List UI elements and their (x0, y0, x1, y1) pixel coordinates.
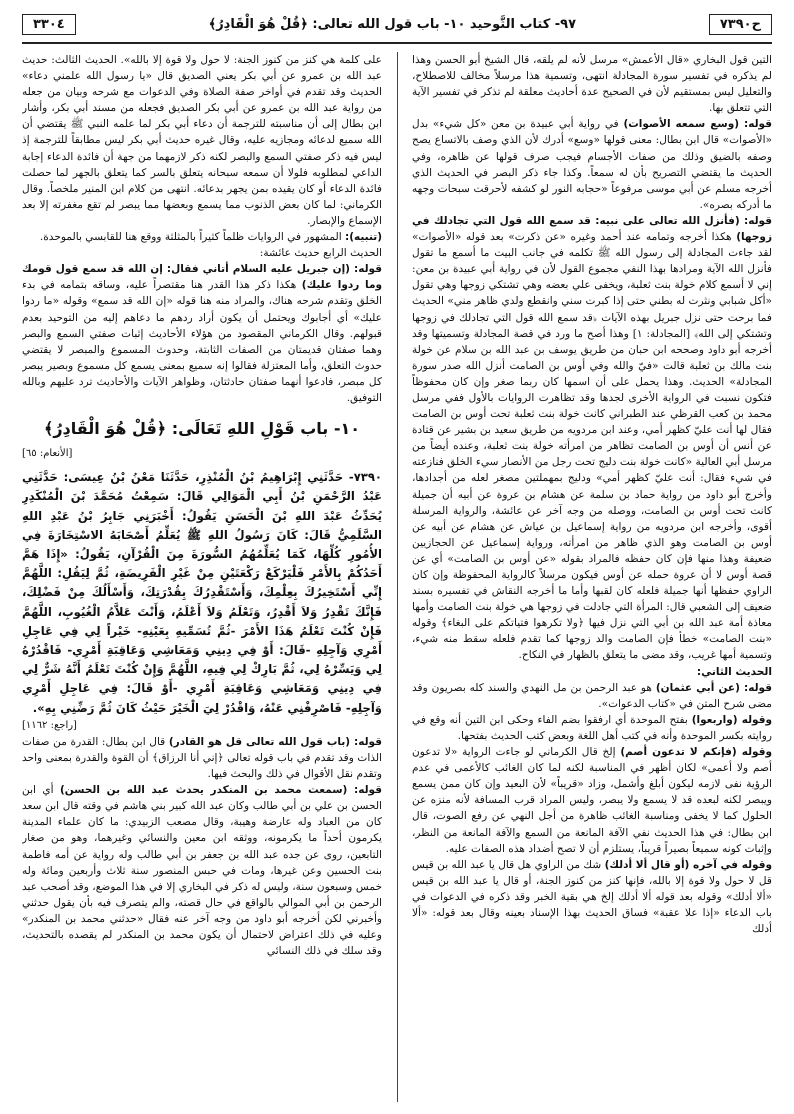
header-rule (22, 42, 772, 44)
verse-reference: [الأنعام: ٦٥] (22, 448, 73, 460)
paragraph-body: هو عبد الرحمن بن مل النهدي والسند كله بصريون وقد مضى شرح المتن في «كتاب الدعوات». (412, 681, 772, 710)
commentary-paragraph (412, 213, 772, 664)
page-number-box: ٣٣٠٤ (22, 14, 76, 35)
commentary-paragraph: التين قول البخاري «قال الأعمش» مرسل لأنه لم يلقه، قال الشيخ أبو الحسن وهذا لم يذكره في تفسير سورة المجادلة انتهى، وتسمية هذا مرسلاً مخالف للاصطلاح، والتعليل ليس بمستقيم لأن في الصحيح عدة أحاديث معلقة لم تذكر في تفسير الآية التي تتعلق بها. (412, 54, 772, 115)
commentary-paragraph (22, 734, 382, 782)
quoted-lead: قوله: (إن جبريل عليه السلام أتاني فقال: إن الله قد سمع قول قومك وما ردوا عليك) (22, 263, 382, 292)
quoted-lead: قوله: (عن أبي عثمان) (655, 681, 772, 694)
paragraph-body: في رواية أبي عبيدة بن معن «كل شيء» بدل «الأصوات» قال ابن بطال: معنى قولها «وسع» أدرك لأن الذي وصف بالاتساع يصح وصفه بالضيق وذلك من صفات الأجسام فيجب صرف قولها عن ظاهره، وفي الحديث ما يقتضي التصريح بأن له سمعاً. وكذا جاء ذكر البصر في الحديث الذي أخرجه مسلم عن أبي موسى مرفوعاً «حجابه النور لو كشفه لأحرقت سبحات وجهه ما أدركه بصره». (412, 118, 772, 211)
hadith-number-box: ح٧٣٩٠ (709, 14, 772, 35)
quoted-lead: قوله: (فأنزل الله تعالى على نبيه: قد سمع الله قول التي تجادلك في زوجها) (412, 214, 772, 244)
paragraph-body: قال ابن بطال: القدرة من صفات الذات وقد تقدم في باب قوله تعالى ﴿إني أنا الرزاق﴾ أن القوة والقدرة بمعنى واحد وتقدم نقل الأقوال في ذلك والبحث فيها. (22, 735, 382, 781)
quoted-lead: قوله: (سمعت محمد بن المنكدر يحدث عبد الله بن الحسن) (59, 784, 382, 797)
commentary-paragraph: الحديث الرابع حديث عائشة: (259, 247, 382, 260)
commentary-paragraph: على كلمة هي كنز من كنوز الجنة: لا حول ولا قوة إلا بالله». الحديث الثالث: حديث عبد الله بن عمرو عن أبي بكر يعني الصديق قال «يا رسول الله علمني دعاء» الحديث وقد تقدم في أواخر صفة الصلاة وفي الدعوات مع شرحه وبيان من جعله من رواية عبد الله بن عمرو عن أبي بكر الصديق فجعله من مسند أبي بكر، وأشار ابن بطال إلى أن مناسبته للترجمة أن دعاء أبي بكر لما علمه النبي ﷺ يقتضي أن الله سميع لدعائه ومجازيه عليه، وقال غيره حديث أبي بكر ليس مطابقاً للترجمة إذ ليس فيه ذكر صفتي السمع والبصر لكنه ذكر لازمهما من جهة أن فائدة الدعاء إجابة الداعي لمطلوبه فلولا أن سمعه سبحانه يتعلق بالسر كما يتعلق بالجهر لما حصلت فائدة الدعاء أو كان يقيده بمن يجهر بدعائه. انتهى من كلام ابن المنير ملخصاً. وقال الكرماني: لما كان بعض الذنوب مما يسمع وبعضها مما يبصر لم تقع مغفرته إلا بعد الإسماع والإبصار. (22, 54, 382, 227)
chapter-heading: ١٠- باب قَوْلِ اللهِ تَعَالَى: ﴿قُلْ هُوَ الْقَادِرُ﴾ (43, 419, 361, 439)
paragraph-body: المشهور في الروايات ظلماً كثيراً بالمثلثة ووقع هنا للقابسي بالموحدة. (39, 231, 346, 244)
commentary-paragraph (412, 712, 772, 744)
section-subheading: الحديث الثاني: (696, 665, 772, 678)
running-title: ٩٧- كتاب التَّوحيد ١٠- باب قول الله تعالى: ﴿قُلْ هُوَ الْقَادِرُ﴾ (208, 16, 577, 32)
quoted-lead: وقوله (واربعوا) (691, 713, 772, 726)
hadith-text: ٧٣٩٠- حَدَّثَنِي إِبْرَاهِيمُ بْنُ الْمُنْذِرِ، حَدَّثَنَا مَعْنُ بْنُ عِيسَى: حَدَّثَنِي عَبْدُ الرَّحْمَنِ بْنُ أَبِي الْمَوَالِي قَالَ: سَمِعْتُ مُحَمَّدَ بْنَ الْمُنْكَدِرِ يُحَدِّثُ عَبْدَ اللهِ بْنَ الْحَسَنِ يَقُولُ: أَخْبَرَنِي جَابِرُ بْنُ عَبْدِ اللهِ السَّلَمِيُّ قَالَ: كَانَ رَسُولُ اللهِ ﷺ يُعَلِّمُ أَصْحَابَهُ الاسْتِخَارَةَ فِي الأُمُورِ كُلِّهَا، كَمَا يُعَلِّمُهُمُ السُّورَةَ مِنَ الْقُرْآنِ، يَقُولُ: «إِذَا هَمَّ أَحَدُكُمْ بِالأَمْرِ فَلْيَرْكَعْ رَكْعَتَيْنِ مِنْ غَيْرِ الْفَرِيضَةِ، ثُمَّ لِيَقُلِ: اللَّهُمَّ إِنِّي أَسْتَخِيرُكَ بِعِلْمِكَ، وَأَسْتَقْدِرُكَ بِقُدْرَتِكَ، وَأَسْأَلُكَ مِنْ فَضْلِكَ، فَإِنَّكَ تَقْدِرُ وَلاَ أَقْدِرُ، وَتَعْلَمُ وَلاَ أَعْلَمُ، وَأَنْتَ عَلاَّمُ الْغُيُوبِ، اللَّهُمَّ فَإِنْ كُنْتَ تَعْلَمُ هَذَا الأَمْرَ -ثُمَّ تُسَمِّيهِ بِعَيْنِهِ- خَيْراً لِي فِي عَاجِلِ أَمْرِي وَآجِلِهِ -قَالَ: أَوْ فِي دِينِي وَمَعَاشِي وَعَاقِبَةِ أَمْرِي- فَاقْدُرْهُ لِي وَيَسِّرْهُ لِي، ثُمَّ بَارِكْ لِي فِيهِ، اللَّهُمَّ وَإِنْ كُنْتَ تَعْلَمُ أَنَّهُ شَرٌّ لِي فِي دِينِي وَمَعَاشِي وَعَاقِبَةِ أَمْرِي -أَوْ قَالَ: فِي عَاجِلِ أَمْرِي وَآجِلِهِ- فَاصْرِفْنِي عَنْهُ، وَاقْدُرْ لِيَ الْخَيْرَ حَيْثُ كَانَ ثُمَّ رَضِّنِي بِهِ». (22, 470, 382, 715)
page-header (22, 8, 772, 40)
quoted-lead: وقوله (فإنكم لا تدعون أصم) (620, 746, 772, 759)
paragraph-body: إلخ قال الكرماني لو جاءت الرواية «لا تدعون أصم ولا أعمى» لكان أظهر في المناسبة لكنه لما كان الغائب كالأعمى في عدم الرؤية نفى لازمه ليكون أبلغ وأشمل، وزاد «قريباً» لأن البعيد وإن كان ممن يسمع ويبصر لكنه لبعده قد لا يسمع ولا يبصر، وليس المراد قرب المسافة لأنه منزه عن الحلول كما لا يخفى ومناسبة الغائب ظاهرة من أجل النهي عن رفع الصوت، قال ابن بطال: في هذا الحديث نفي الآفة المانعة من السمع والآفة المانعة من النظر، وإثبات كونه سميعاً بصيراً قريباً، يستلزم أن لا تصح أضداد هذه الصفات عليه. (412, 746, 772, 855)
commentary-paragraph (412, 857, 772, 937)
commentary-paragraph (412, 680, 772, 712)
paragraph-body: بفتح الموحدة أي ارفقوا بضم الفاء وحكى ابن التين أنه وقع في روايته بكسر الموحدة وأنه في كتب أهل اللغة وبعض كتب الحديث بفتحها. (412, 713, 772, 742)
paragraph-body: أي ابن الحسن بن علي بن أبي طالب وكان عبد الله كبير بني هاشم في وقته قال ابن سعد كان من العباد وله عارضة وهيبة، وقال مصعب الزبيدي: ما كان علماء المدينة يكرمون أحداً ما يكرمونه، ووثقه ابن معين والنسائي وغيرهما، وهو من صغار التابعين، روى عن جده عبد الله بن جعفر بن أبي طالب وله رواية عن أمه فاطمة بنت الحسين وعن غيرها، ومات في حبس المنصور سنة ثلاث وأربعين ومائة وله خمس وسبعون سنة، وليس له ذكر في البخاري إلا في هذا الموضع، وقد أصحب عبد الرحمن بن أبي الموالي بالواقع في حال قصته، والم يتصرف فيه بأن يقول حدثني وأخبرني لكن أخرجه أبو داود من وجه آخر عنه فقال «حدثني محمد بن المنكدر» وعليه في ذلك اعتراض لاحتمال أن يكون محمد بن المنكدر لم يقصده بالتحديث، وقد سلك في ذلك النسائي (22, 784, 382, 958)
commentary-paragraph (412, 116, 772, 213)
quoted-lead: وقوله في آخره (أو قال ألا أدلك) (604, 858, 772, 871)
column-divider (397, 52, 398, 1102)
paragraph-body: هكذا أخرجه وتمامه عند أحمد وغيره «عن ذكرت» بعد قوله «الأصوات» لقد جاءت المجادلة إلى رسول الله ﷺ تكلمه في جانب البيت ما أسمع ما تقول فأنزل الله الآية ومرادها بهذا النفي مجموع القول لأن في رواية أبي عبيدة بن معن: إني لا أسمع كلام خولة بنت ثعلبة، ويخفى علي بعضه وهي تشتكي زوجها وهي تقول «أكل شبابي ونثرت له بطني حتى إذا كبرت سني وانقطع ولدي ظاهر مني» الحديث فما برحت حتى نزل جبريل بهذه الآيات ﴿قد سمع الله قول التي تجادلك في زوجها وتشتكي إلى الله﴾ [المجادلة: ١] وهذا أصح ما ورد في قصة المجادلة وتسميتها وقد أخرجه أبو داود وصححه ابن حبان من طريق يوسف بن عبد الله بن سلام عن خولة بنت مالك بن ثعلبة قالت «فيّ والله وفي أوس بن الصامت أنزل الله صدر سورة المجادلة» الحديث. وهذا يحمل على أن اسمها كان ربما صغر وإن كان محفوظاً فتكون نسبت في الرواية الأخرى لجدها وقد تظاهرت الروايات بالأول ففي مرسل محمد بن كعب القرظي عند الطبراني كانت خولة بنت ثعلبة تحت أوس بن الصامت فقال لها أنت عليّ كظهر أمي، وعند ابن مردويه من طريق سعيد بن بشير عن قتادة عن أنس أن أوس بن الصامت تظاهر من امرأته خولة بنت ثعلبة، وعنده أيضاً من مرسل أبي العالية «كانت خولة بنت دليج تحت رجل من الأنصار سيء الخلق فنازعته في شيء فقال: أنت عليّ كظهر أمي» ودليج بمهملتين مصغر لعله من أجدادها، وأخرج أبو داود من رواية حماد بن سلمة عن هشام بن عروة عن أبيه أن جميلة كانت تحت أوس بن الصامت، ووصله من وجه آخر عن عائشة، والرواية المرسلة أقوى، وأخرجه ابن مردويه من رواية إسماعيل بن عياش عن هشام عن أبيه عن أوس بن الصامت وهو الذي ظاهر من امرأته، ورواية إسماعيل عن الحجازيين ضعيفة وهذا منها فإن كان حفظه فالمراد بقوله «عن أوس بن الصامت» أي عن قصة أوس لا أن عروة حمله عن أوس فيكون مرسلاً كالرواية المحفوظة وإن كان الراوي حفظها أنها جميلة فلعله كان لقبها وأما ما أخرجه النقاش في تفسيره بسند ضعيف إلى الشعبي قال: المرأة التي جادلت في زوجها هي خولة بنت الصامت وأمها معاذة أمة عبد الله بن أبي التي نزل فيها ﴿ولا تكرهوا فتياتكم على البغاء﴾ وقوله «بنت الصامت» خطأ فإن الصامت والد زوجها كما تقدم فلعله سقط منه شيء، وتسمية أمها غريب، وقد مضى ما يتعلق بالظهار في النكاح. (412, 231, 772, 662)
cross-reference: [راجع: ١١٦٢] (22, 719, 77, 731)
paragraph-body: هكذا ذكر هذا القدر هنا مقتصراً عليه، وساقه بتمامه في بدء الخلق وتقدم شرحه هناك، والمراد منه هنا قوله «إن الله قد سمع» وقوله «ما ردوا عليك» أي أجابوك ويحتمل أن يكون أراد ردهم ما دعاهم إليه من التوحيد بعدم قبولهم. وقال الكرماني المقصود من هؤلاء الأحاديث إثبات صفتي السمع والبصر وهما صفتان قديمتان من الصفات الثابتة، وحدوث المسموع والمبصر لا يقتضي حدوث التعلق، وأما المعتزلة فقالوا إنه سميع بمعنى يسمع كل مسموع وبصير يبصر كل مبصر، فادعوا أنهما صفتان حادثتان، وظواهر الآيات والأحاديث ترد عليهم وبالله التوفيق. (22, 279, 382, 404)
commentary-paragraph (412, 744, 772, 857)
quoted-lead: قوله: (باب قول الله تعالى قل هو القادر) (168, 735, 382, 748)
left-column (22, 52, 382, 1102)
right-column (412, 52, 772, 1102)
commentary-paragraph (22, 782, 382, 959)
commentary-paragraph (22, 261, 382, 406)
paragraph-body: شك من الراوي هل قال يا عبد الله بن قيس قل لا حول ولا قوة إلا بالله، فإنها كنز من كنوز الجنة، أو قال يا عبد الله بن قيس «ألا أدلك» وقوله بعد قوله ألا أدلك إلخ هي بقية الخبر وقد ذكره في الدعوات في باب الدعاء «إذا علا عقبة» فساق الحديث بهذا الإسناد بعينه وقال بعد قوله: «ألا أدلك (412, 858, 772, 936)
quoted-lead: (تنبيه): (345, 231, 382, 244)
quoted-lead: قوله: (وسع سمعه الأصوات) (623, 118, 772, 131)
commentary-paragraph (22, 229, 382, 245)
